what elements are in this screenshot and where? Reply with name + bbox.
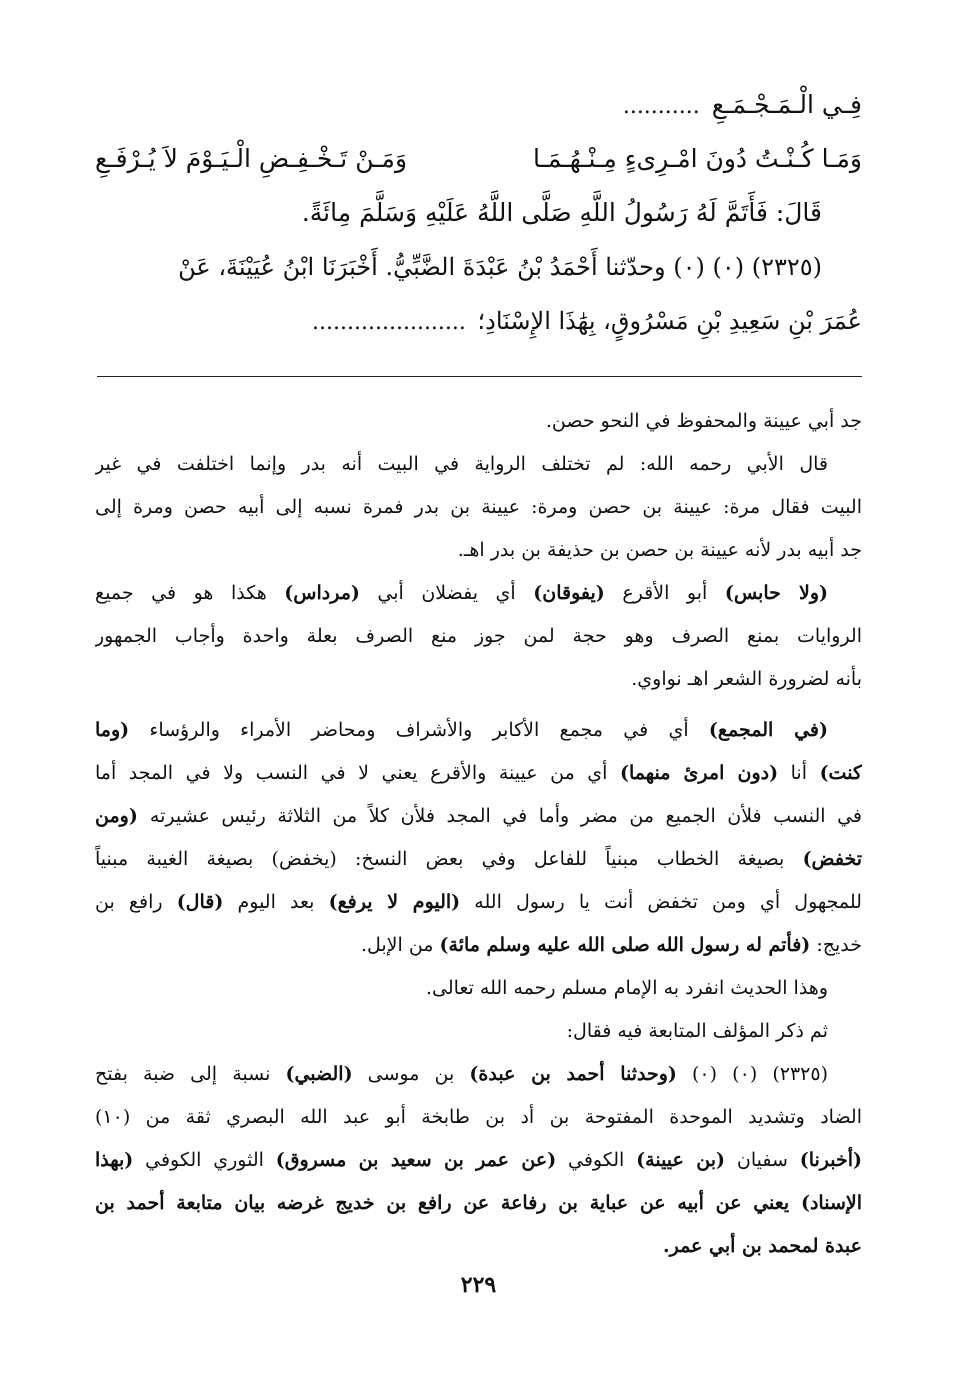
verse-hemistich-right: وَمَـا كُـنْـتُ دُونَ امْـرِىءٍ مِـنْـهُـمَـا: [532, 144, 862, 173]
commentary-text: نسبة إلى ضبة بفتح: [95, 1063, 286, 1085]
footnote-divider: [97, 376, 862, 377]
bold-term: (ولا حابس): [724, 582, 828, 604]
commentary-line: [95, 443, 862, 486]
bold-term: (وحدثنا أحمد بن عبدة): [469, 1063, 677, 1085]
page-number: ٢٢٩: [460, 1272, 497, 1298]
commentary-line: [95, 1053, 862, 1096]
commentary-line: [95, 658, 862, 701]
commentary-line: [95, 400, 862, 443]
commentary-text: في النسب فلأن الجميع من مضر وأما في المجد فلأن كلاً من الثلاثة رئيس عشيرته: [149, 805, 862, 827]
commentary-text: بعد اليوم: [223, 891, 329, 913]
commentary-text: وهذا الحديث انفرد به الإمام مسلم رحمه الله تعالى.: [425, 977, 828, 999]
hadith-text-block: [95, 78, 862, 348]
commentary-line: [95, 529, 862, 572]
commentary-text: جد أبيه بدر لأنه عيينة بن حصن بن حذيفة بن بدر اهـ.: [457, 539, 862, 561]
bold-term: (بهذا: [95, 1149, 134, 1171]
commentary-text: أي يفضلان أبي: [359, 582, 534, 604]
bold-term: عبدة لمحمد بن أبي عمر.: [662, 1235, 862, 1257]
commentary-text: البيت فقال مرة: عيينة بن حصن ومرة: عيينة بن بدر فمرة نسبه إلى أبيه حصن ومرة إلى: [95, 496, 862, 518]
ellipsis-dots: ......................: [312, 310, 466, 335]
hadith-line-1: [95, 240, 862, 294]
bold-term: (ومن: [95, 805, 150, 827]
bold-term: (قال): [176, 891, 224, 913]
commentary-line: [95, 709, 862, 752]
bold-term: (يفوقان): [533, 582, 605, 604]
commentary-text: خديج:: [810, 934, 862, 956]
verse-line-2: [95, 132, 862, 186]
commentary-text: جد أبي عيينة والمحفوظ في النحو حصن.: [545, 410, 862, 432]
commentary-text: الضاد وتشديد الموحدة المفتوحة بن أد بن طابخة أبو عبد الله البصري ثقة من (١٠): [95, 1106, 862, 1128]
commentary-line: [95, 1225, 862, 1268]
bold-term: (أخبرنا): [799, 1149, 862, 1171]
commentary-line: [95, 752, 862, 795]
commentary-line: [95, 572, 862, 615]
commentary-text: قال الأبي رحمه الله: لم تختلف الرواية في البيت أنه بدر وإنما اختلفت في غير: [95, 453, 828, 475]
hadith-text-1: (٢٣٢٥) (٠) (٠) وحدّثنا أَحْمَدُ بْنُ عَبْدَةَ الضَّبِّيُّ. أَخْبَرَنَا ابْنُ عُيَيْنَةَ، عَنْ: [178, 253, 822, 281]
commentary-line: [95, 615, 862, 658]
bold-term: (الضبي): [285, 1063, 353, 1085]
commentary-line: [95, 1010, 862, 1053]
commentary-block: [95, 400, 862, 1268]
commentary-line: [95, 967, 862, 1010]
commentary-text: أي من عيينة والأقرع يعني لا في النسب ولا في المجد أما: [95, 762, 620, 784]
commentary-line: [95, 486, 862, 529]
bold-term: (وما: [95, 719, 130, 741]
commentary-line: [95, 1182, 862, 1225]
commentary-text: أي في مجمع الأكابر والأشراف ومحاضر الأمراء والرؤساء: [129, 719, 709, 741]
hadith-line-2: [95, 294, 862, 348]
page: [95, 0, 862, 1386]
bold-term: (فأتم له رسول الله صلى الله عليه وسلم مائة): [439, 934, 811, 956]
commentary-text: الكوفي: [556, 1149, 637, 1171]
commentary-text: ثم ذكر المؤلف المتابعة فيه فقال:: [566, 1020, 828, 1042]
verse-line-1: [95, 78, 862, 132]
commentary-line: [95, 1096, 862, 1139]
commentary-text: (٢٣٢٥) (٠) (٠): [676, 1063, 829, 1085]
commentary-text: أنا: [778, 762, 820, 784]
commentary-text: للمجهول أي ومن تخفض أنت يا رسول الله: [460, 891, 862, 913]
commentary-line: [95, 1139, 862, 1182]
commentary-text: رافع بن: [95, 891, 177, 913]
commentary-text: الروايات بمنع الصرف وهو حجة لمن جوز منع الصرف بعلة واحدة وأجاب الجمهور: [95, 625, 862, 647]
qal-text: قَالَ: فَأَتَمَّ لَهُ رَسُولُ اللَّهِ صَلَّى اللَّهُ عَلَيْهِ وَسَلَّمَ مِائَةً.: [301, 198, 822, 227]
commentary-text: بأنه لضرورة الشعر اهـ نواوي.: [631, 668, 862, 690]
bold-term: (اليوم لا يرفع): [328, 891, 461, 913]
bold-term: (مرداس): [284, 582, 360, 604]
commentary-line: [95, 795, 862, 838]
bold-term: تخفض): [802, 848, 862, 870]
bold-term: الإسناد): [800, 1192, 862, 1214]
bold-term: (عن عمر بن سعيد بن مسروق): [275, 1149, 557, 1171]
commentary-text: الثوري الكوفي: [133, 1149, 276, 1171]
bold-term: يعني عن أبيه عن عباية بن رفاعة عن رافع بن خديج غرضه بيان متابعة أحمد بن: [95, 1192, 801, 1214]
verse-hemistich-left: وَمَـنْ تَـخْـفِـضِ الْـيَـوْمَ لاَ يُـرْفَـعِ: [95, 144, 408, 173]
bold-term: كنت): [819, 762, 862, 784]
qal-line: [95, 186, 862, 240]
commentary-text: أبو الأقرع: [604, 582, 725, 604]
bold-term: (بن عيينة): [636, 1149, 726, 1171]
hadith-text-2: عُمَرَ بْنِ سَعِيدِ بْنِ مَسْرُوقٍ، بِهَٰذَا الإِسْنَادِ؛: [477, 307, 862, 335]
bold-term: (دون امرئ منهما): [620, 762, 779, 784]
commentary-text: من الإبل.: [360, 934, 440, 956]
commentary-text: بصيغة الخطاب مبنياً للفاعل وفي بعض النسخ: (يخفض) بصيغة الغيبة مبنياً: [95, 848, 803, 870]
commentary-line: [95, 881, 862, 924]
verse-fragment: فِـي الْـمَـجْـمَـعِ: [711, 90, 862, 119]
commentary-text: سفيان: [725, 1149, 800, 1171]
ellipsis-dots: ...........: [622, 94, 700, 119]
commentary-line: [95, 838, 862, 881]
commentary-text: بن موسى: [352, 1063, 470, 1085]
commentary-line: [95, 924, 862, 967]
bold-term: (في المجمع): [708, 719, 828, 741]
commentary-text: هكذا هو في جميع: [95, 582, 285, 604]
